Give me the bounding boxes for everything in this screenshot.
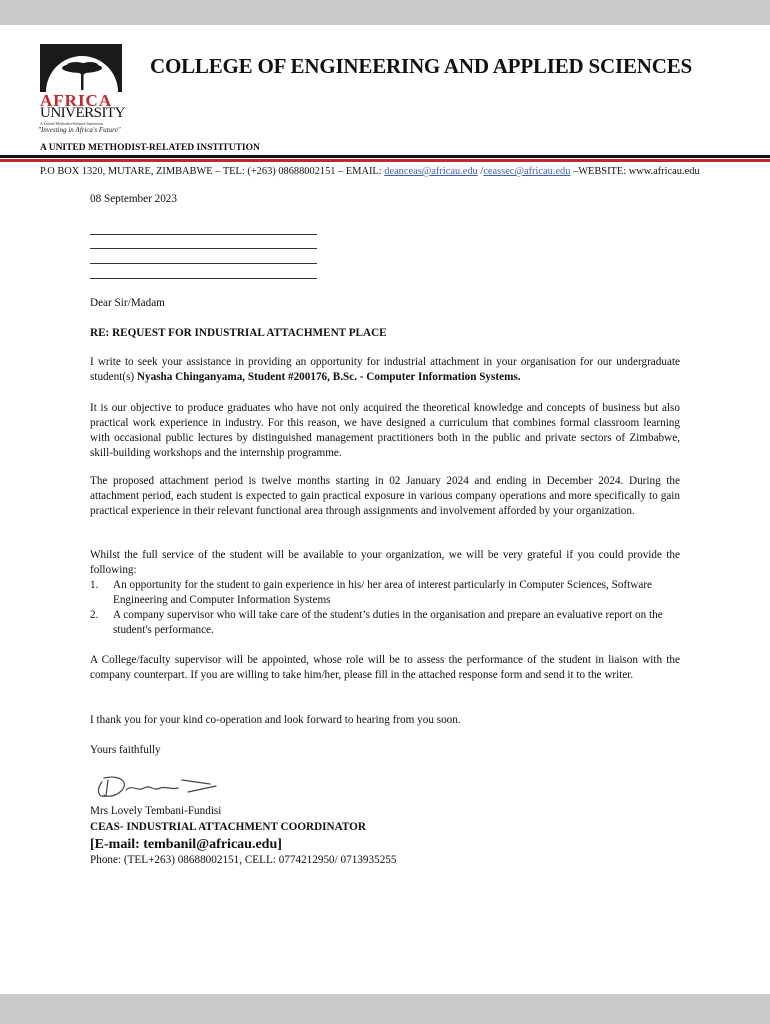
paragraph-6: I thank you for your kind co-operation and look forward to hearing from you soon.: [90, 714, 461, 726]
list-item-number: 1.: [90, 579, 99, 591]
paragraph-5: A College/faculty supervisor will be appointed, whose role will be to assess the performance of the student in liaison with the company counterpart. If you are willing to take him/her, please fill in the attached response form and send it to the writer.: [90, 654, 680, 681]
logo-university-text: UNIVERSITY: [40, 105, 125, 121]
address-suffix: –WEBSITE: www.africau.edu: [570, 166, 700, 177]
list-item-text: A company supervisor who will take care of the student’s duties in the organisation and prepare an evaluative report on the student's performance.: [113, 609, 663, 636]
signer-name: Mrs Lovely Tembani-Fundisi: [90, 805, 222, 817]
logo-africa-text: AFRICA: [40, 91, 113, 110]
header-rule-red: [0, 159, 770, 162]
list-item-text: An opportunity for the student to gain experience in his/ her area of interest particularly in Computer Sciences, Software Engineering and Computer Information Systems: [113, 579, 653, 606]
student-details: Nyasha Chinganyama, Student #200176, B.Sc. - Computer Information Systems.: [136, 371, 521, 383]
list-item-number: 2.: [90, 609, 99, 621]
signer-title: CEAS- INDUSTRIAL ATTACHMENT COORDINATOR: [90, 821, 366, 833]
contact-address-line: [40, 166, 700, 177]
viewer-top-bar: [0, 0, 770, 25]
paragraph-1-lead: I write to seek your assistance in providing an opportunity for industrial attachment in your organisation for our undergraduate student(s): [90, 356, 680, 383]
college-title: COLLEGE OF ENGINEERING AND APPLIED SCIENCES: [150, 54, 692, 78]
salutation: Dear Sir/Madam: [90, 297, 165, 309]
list-item: [90, 578, 680, 608]
address-blank-line: [90, 263, 317, 264]
paragraph-2: It is our objective to produce graduates who have not only acquired the theoretical knowledge and concepts of business but also practical work experience in industry. For this reason, we have designed a curriculum that combines formal classroom learning with occasional public lectures by distinguished management practitioners both in the public and private sectors of Zimbabwe, skill-building workshops and the internship programme.: [90, 402, 680, 459]
closing: Yours faithfully: [90, 744, 161, 756]
header-rule-black: [0, 155, 770, 158]
handwritten-signature-icon: [92, 770, 232, 804]
email-separator: /: [477, 166, 484, 177]
list-item: [90, 608, 680, 638]
signer-email: [E-mail: tembanil@africau.edu]: [90, 837, 282, 852]
address-blank-line: [90, 234, 317, 235]
signer-phone: Phone: (TEL+263) 08688002151, CELL: 0774212950/ 0713935255: [90, 854, 397, 866]
request-list: [90, 578, 680, 638]
paragraph-4: Whilst the full service of the student will be available to your organization, we will be very grateful if you could provide the following:: [90, 549, 680, 576]
logo-tagline: "Investing in Africa's Future": [38, 126, 121, 134]
viewer-bottom-bar: [0, 994, 770, 1024]
address-prefix: P.O BOX 1320, MUTARE, ZIMBABWE – TEL: (+263) 08688002151 – EMAIL:: [40, 166, 385, 177]
africa-university-logo: [38, 44, 134, 138]
subject-line: RE: REQUEST FOR INDUSTRIAL ATTACHMENT PLACE: [90, 327, 387, 339]
logo-small-text: A United Methodist-Related Institution: [40, 121, 103, 126]
acacia-tree-logo-icon: [40, 44, 122, 92]
methodist-line: A UNITED METHODIST-RELATED INSTITUTION: [40, 143, 260, 153]
secretary-email-link[interactable]: ceassec@africau.edu: [483, 166, 571, 177]
paragraph-3: The proposed attachment period is twelve months starting in 02 January 2024 and ending in December 2024. During the attachment period, each student is expected to gain practical exposure in various company operations and more specifically to gain practical experience in their relevant functional area through assignments and involvement afforded by your organization.: [90, 475, 680, 517]
paragraph-1: [90, 355, 680, 385]
letter-date: 08 September 2023: [90, 193, 177, 205]
address-blank-line: [90, 278, 317, 279]
dean-email-link[interactable]: deanceas@africau.edu: [384, 166, 478, 177]
address-blank-line: [90, 248, 317, 249]
